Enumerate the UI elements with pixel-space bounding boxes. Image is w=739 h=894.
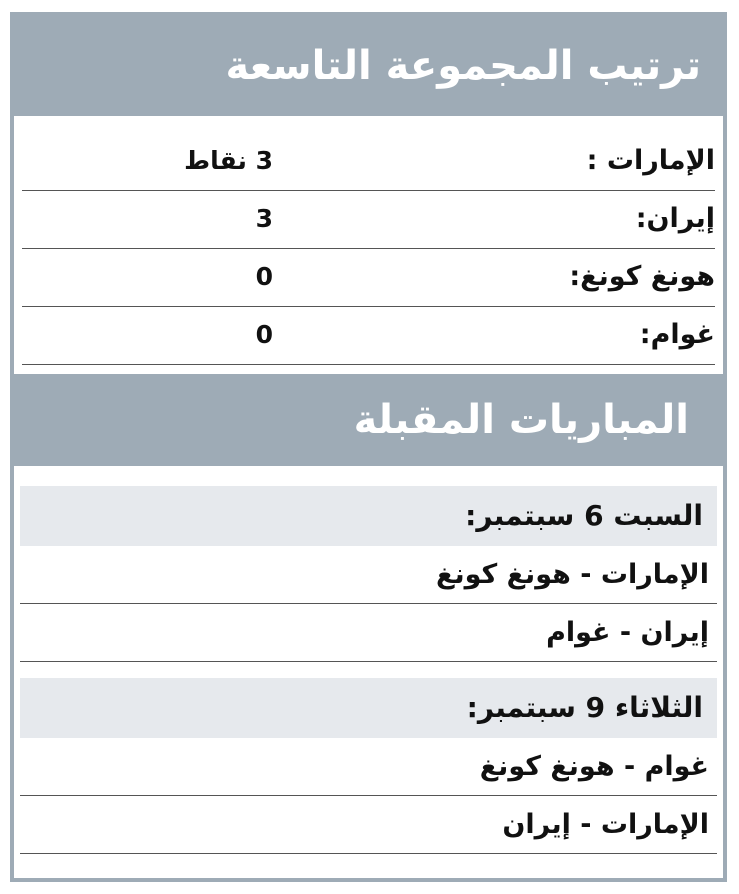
match-day-heading: الثلاثاء 9 سبتمبر: [20, 678, 717, 738]
match-row: غوام - هونغ كونغ [20, 738, 717, 796]
match-row: إيران - غوام [20, 604, 717, 662]
team-name: هونغ كونغ: [569, 261, 715, 292]
match-day-saturday [20, 486, 717, 662]
match-day-heading: السبت 6 سبتمبر: [20, 486, 717, 546]
upcoming-matches-list [20, 486, 717, 870]
standings-row [22, 191, 715, 249]
standings-table [22, 133, 715, 365]
team-points: 0 [255, 262, 273, 291]
group-nine-info-card [10, 12, 727, 882]
team-name: غوام: [639, 319, 715, 350]
match-row: الإمارات - هونغ كونغ [20, 546, 717, 604]
standings-header [14, 16, 723, 116]
standings-row [22, 307, 715, 365]
standings-row [22, 249, 715, 307]
team-points: 3 نقاط [184, 146, 273, 175]
upcoming-matches-title: المباريات المقبلة [353, 397, 689, 443]
team-name: إيران: [635, 203, 715, 234]
team-points: 3 [255, 204, 273, 233]
upcoming-matches-header [14, 374, 723, 466]
standings-row [22, 133, 715, 191]
team-name: الإمارات : [586, 145, 715, 176]
match-day-tuesday [20, 678, 717, 854]
match-row: الإمارات - إيران [20, 796, 717, 854]
standings-title: ترتيب المجموعة التاسعة [225, 43, 701, 89]
team-points: 0 [255, 320, 273, 349]
